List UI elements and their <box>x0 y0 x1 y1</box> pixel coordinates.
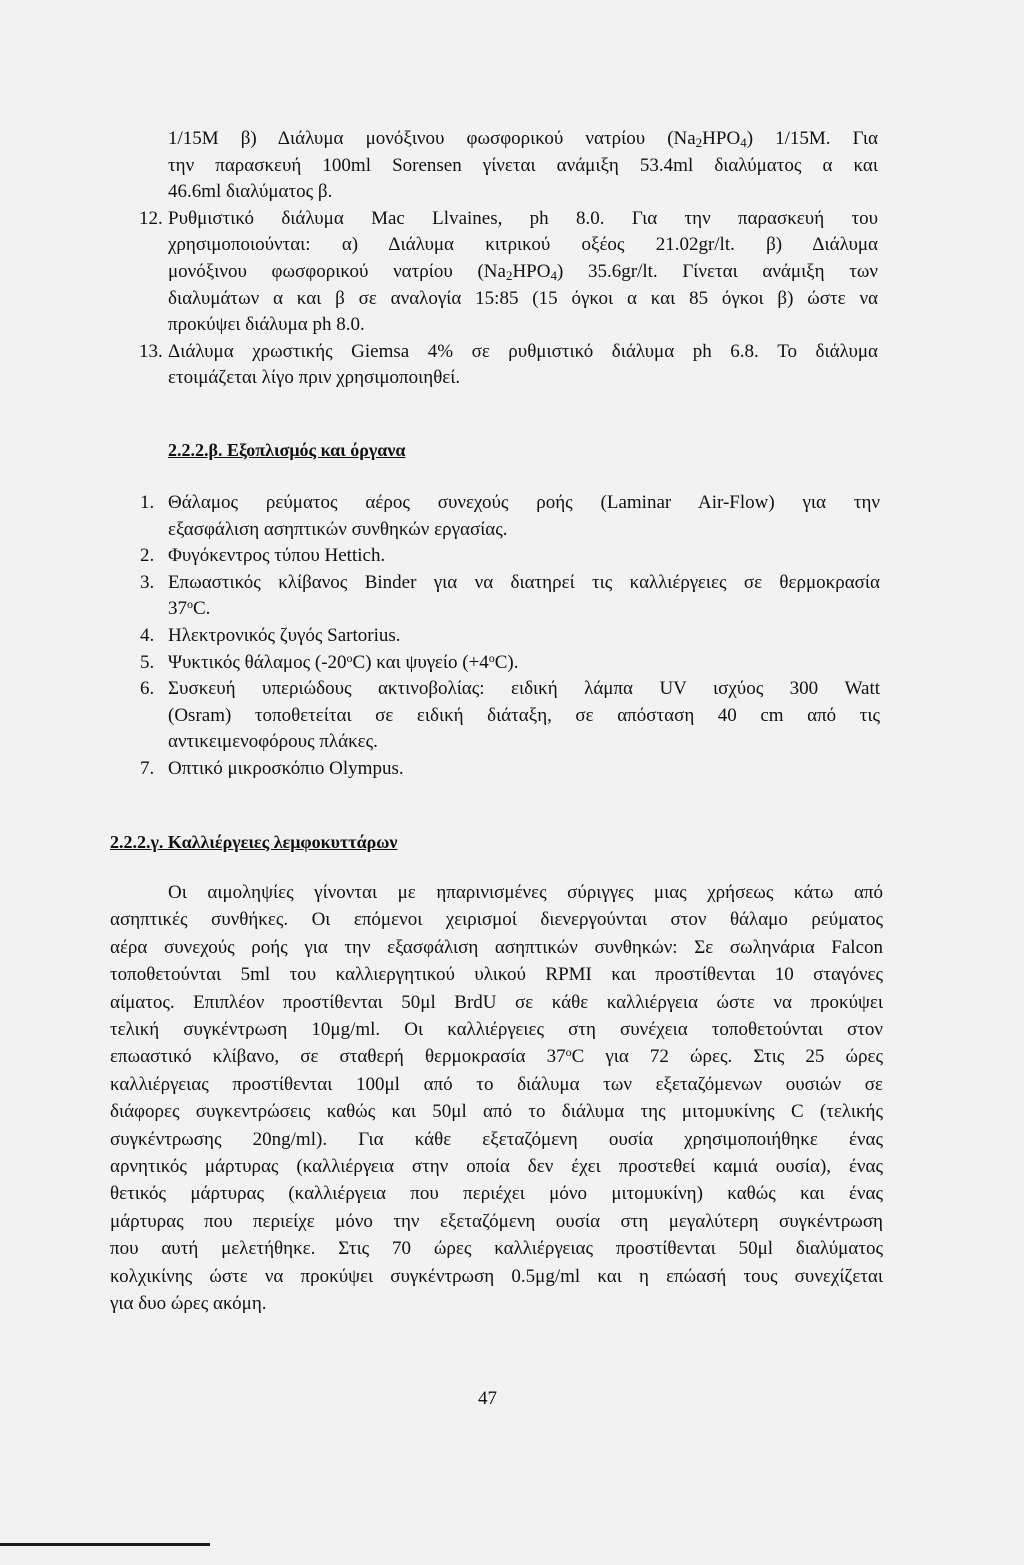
list-item <box>140 543 880 570</box>
solutions-list <box>139 126 879 392</box>
text-line: εξασφάλιση ασηπτικών συνθηκών εργασίας. <box>168 518 508 540</box>
superscript: o <box>346 650 353 665</box>
subscript: 2 <box>695 135 703 150</box>
list-item <box>140 650 880 677</box>
text-fragment: ) 1/15M. Για <box>746 128 878 149</box>
text-line: ασηπτικές συνθήκες. Οι επόμενοι χειρισμοί διενεργούνται στον θάλαμο ρεύματος <box>110 909 883 931</box>
text-line: θετικός μάρτυρας (καλλιέργεια που περιέχει μόνο μιτομυκίνη) καθώς και ένας <box>110 1183 883 1205</box>
text-line: διαλυμάτων α και β σε αναλογία 15:85 (15 όγκοι α και 85 όγκοι β) ώστε να <box>168 287 878 309</box>
text-line: Διάλυμα χρωστικής Giemsa 4% σε ρυθμιστικό διάλυμα ph 6.8. Το διάλυμα <box>168 340 878 362</box>
text-fragment: C) και ψυγείο (+4 <box>352 651 489 673</box>
page-number: 47 <box>478 1388 497 1409</box>
list-item <box>140 570 880 623</box>
list-item <box>139 206 879 339</box>
list-number: 13. <box>139 340 163 362</box>
section-heading-lymphocyte-cultures: 2.2.2.γ. Καλλιέργειες λεμφοκυττάρων <box>110 832 398 852</box>
text-line: τοποθετούνται 5ml του καλλιεργητικού υλικού RPMI και προστίθενται 10 σταγόνες <box>110 964 883 986</box>
text-line: Επωαστικός κλίβανος Binder για να διατηρεί τις καλλιέργειες σε θερμοκρασία <box>168 571 880 593</box>
list-item <box>140 676 880 756</box>
text-line: αντικειμενοφόρους πλάκες. <box>168 731 378 753</box>
text-line: 46.6ml διαλύματος β. <box>168 181 333 203</box>
text-line: προκύψει διάλυμα ph 8.0. <box>168 314 365 336</box>
body-paragraph <box>110 879 883 1318</box>
text-line <box>168 126 878 153</box>
subscript: 4 <box>550 267 557 283</box>
text-fragment: μονόξινου φωσφορικού νατρίου (Na <box>168 260 506 282</box>
text-line <box>110 1043 883 1070</box>
text-line: τελική συγκέντρωση 10μg/ml. Οι καλλιέργειες στη συνέχεια τοποθετούνται στον <box>110 1019 883 1041</box>
superscript: o <box>187 597 193 612</box>
list-number: 1. <box>140 492 155 513</box>
text-line: ετοιμάζεται λίγο πριν χρησιμοποιηθεί. <box>168 367 461 389</box>
text-line: Οπτικό μικροσκόπιο Olympus. <box>168 757 404 779</box>
list-number: 3. <box>140 571 155 593</box>
text-fragment: Ψυκτικός θάλαμος (-20 <box>168 651 347 673</box>
text-fragment: 37 <box>168 598 187 620</box>
list-number: 12. <box>139 207 163 229</box>
text-line: που αυτή μελετήθηκε. Στις 70 ώρες καλλιέργειας προστίθενται 50μl διαλύματος <box>110 1238 883 1260</box>
text-fragment: C για 72 ώρες. Στις 25 ώρες <box>571 1046 883 1068</box>
text-line: Θάλαμος ρεύματος αέρος συνεχούς ροής (Laminar Air-Flow) για την <box>168 492 880 513</box>
list-number: 2. <box>140 545 155 567</box>
text-line: συγκέντρωσης 20ng/ml). Για κάθε εξεταζόμενη ουσία χρησιμοποιήθηκε ένας <box>110 1128 883 1150</box>
subscript: 2 <box>505 267 513 283</box>
text-line: χρησιμοποιούνται: α) Διάλυμα κιτρικού οξέος 21.02gr/lt. β) Διάλυμα <box>168 234 878 256</box>
section-heading-equipment: 2.2.2.β. Εξοπλισμός και όργανα <box>168 440 406 460</box>
list-item <box>140 490 880 543</box>
text-line: Φυγόκεντρος τύπου Hettich. <box>168 545 386 567</box>
list-number: 5. <box>140 651 155 673</box>
text-line <box>168 596 880 623</box>
superscript: o <box>488 650 495 665</box>
text-line: Ηλεκτρονικός ζυγός Sartorius. <box>168 624 401 646</box>
list-number: 6. <box>140 678 155 700</box>
text-line: αρνητικός μάρτυρας (καλλιέργεια στην οποία δεν έχει προστεθεί καμιά ουσία), ένας <box>110 1156 883 1178</box>
text-fragment: 1/15M β) Διάλυμα μονόξινου φωσφορικού νατρίου (Na <box>168 128 696 149</box>
text-fragment: επωαστικό κλίβανο, σε σταθερή θερμοκρασία 37 <box>110 1046 566 1068</box>
text-line: την παρασκευή 100ml Sorensen γίνεται ανάμιξη 53.4ml διαλύματος α και <box>168 154 878 176</box>
text-line: κολχικίνης ώστε να προκύψει συγκέντρωση 0.5μg/ml και η επώασή τους συνεχίζεται <box>110 1265 883 1287</box>
text-line: διάφορες συγκεντρώσεις καθώς και 50μl από το διάλυμα της μιτομυκίνης C (τελικής <box>110 1101 883 1123</box>
text-fragment: HPO <box>702 128 741 149</box>
equipment-list <box>140 490 880 783</box>
text-line <box>168 650 880 677</box>
list-number: 7. <box>140 757 155 779</box>
text-fragment: C). <box>494 651 519 673</box>
list-item <box>139 339 878 392</box>
subscript: 4 <box>740 135 747 150</box>
text-line: αέρα συνεχούς ροής για την εξασφάλιση ασηπτικών συνθηκών: Σε σωληνάρια Falcon <box>110 936 883 958</box>
bottom-rule <box>0 1543 210 1546</box>
text-line: μάρτυρας που περιείχε μόνο την εξεταζόμενη ουσία στη μεγαλύτερη συγκέντρωση <box>110 1210 883 1232</box>
text-line: καλλιέργειας προστίθενται 100μl από το διάλυμα των εξεταζόμενων ουσιών σε <box>110 1073 883 1095</box>
superscript: o <box>565 1045 572 1060</box>
text-line: για δυο ώρες ακόμη. <box>110 1293 267 1315</box>
list-item <box>140 623 880 650</box>
text-line: αίματος. Επιπλέον προστίθενται 50μl BrdU σε κάθε καλλιέργεια ώστε να προκύψει <box>110 991 883 1013</box>
list-item <box>168 126 878 206</box>
text-line <box>168 259 878 286</box>
text-line: Συσκευή υπεριώδους ακτινοβολίας: ειδική λάμπα UV ισχύος 300 Watt <box>168 678 880 700</box>
text-line: Οι αιμοληψίες γίνονται με ηπαρινισμένες σύριγγες μιας χρήσεως κάτω από <box>168 882 883 903</box>
list-item <box>140 756 880 783</box>
text-fragment: ) 35.6gr/lt. Γίνεται ανάμιξη των <box>556 260 879 282</box>
text-line: (Osram) τοποθετείται σε ειδική διάταξη, σε απόσταση 40 cm από τις <box>168 704 880 726</box>
text-line: Ρυθμιστικό διάλυμα Mac Llvaines, ph 8.0. Για την παρασκευή του <box>168 207 878 229</box>
list-number: 4. <box>140 624 155 646</box>
text-fragment: HPO <box>512 260 551 282</box>
text-fragment: C. <box>193 598 211 620</box>
